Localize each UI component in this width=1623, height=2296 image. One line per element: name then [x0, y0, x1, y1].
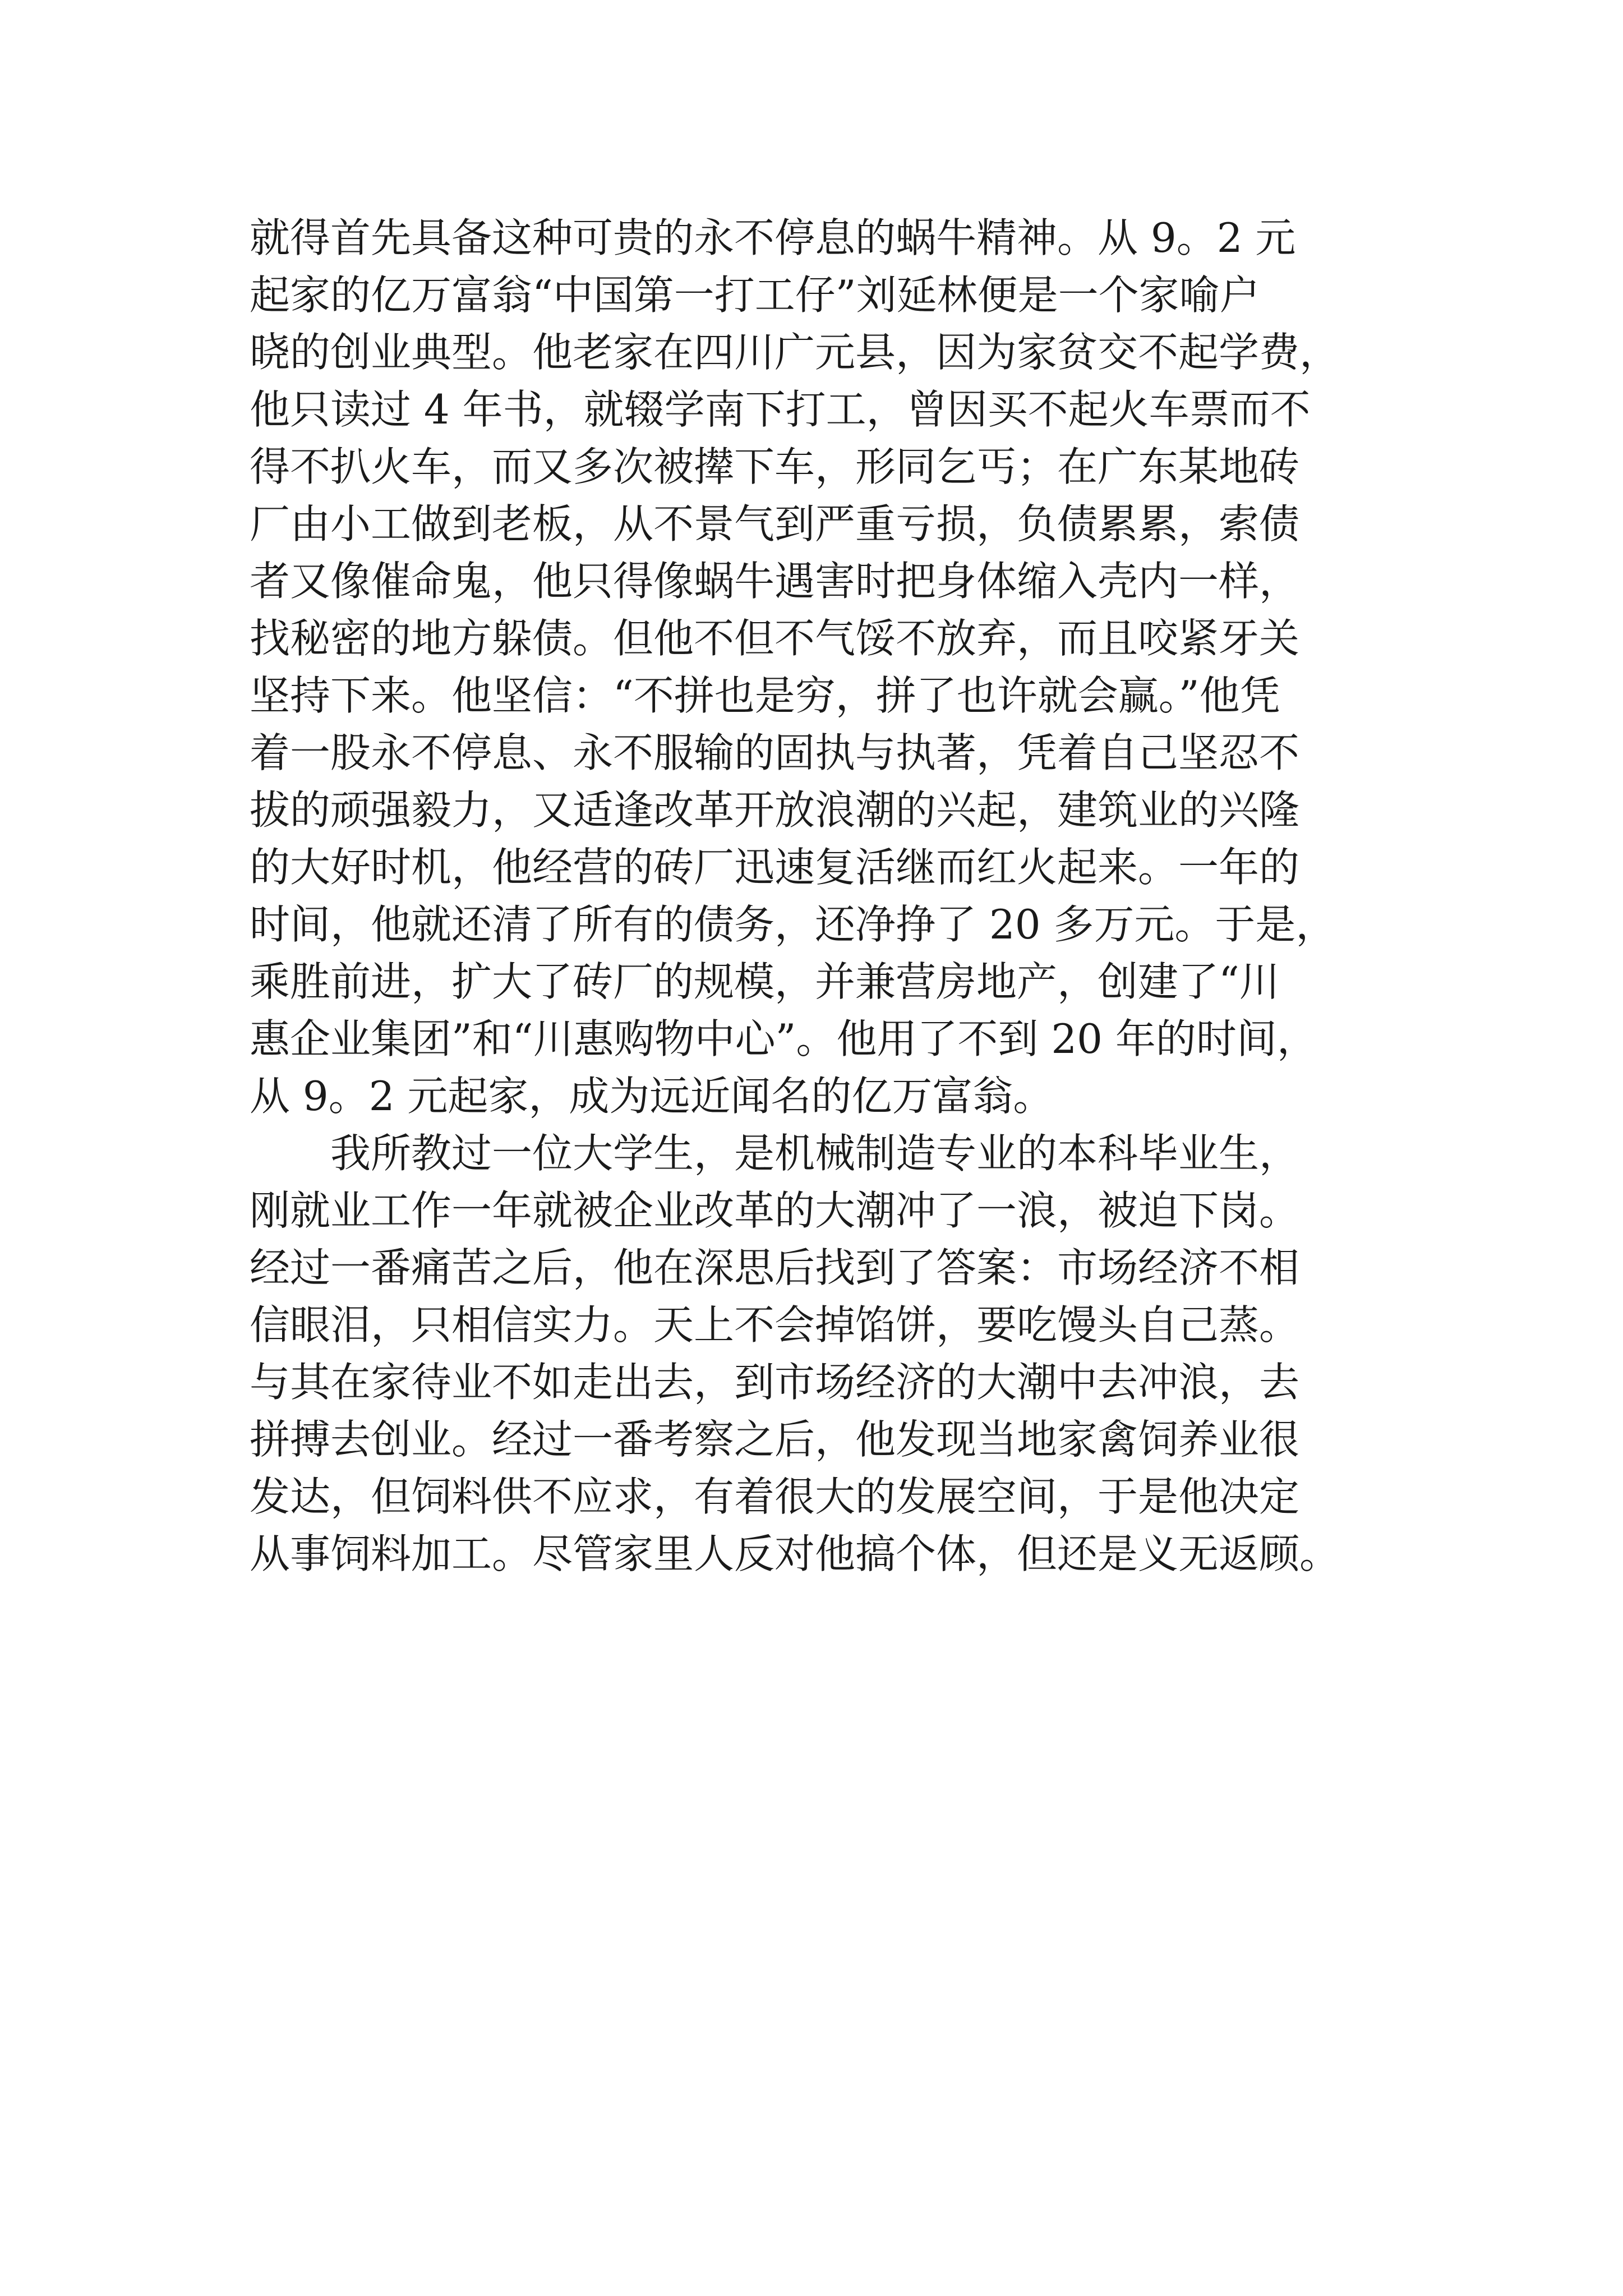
text-line: 经过一番痛苦之后，他在深思后找到了答案：市场经济不相	[250, 1244, 1300, 1291]
text-line: 从 9。2 元起家，成为远近闻名的亿万富翁。	[250, 1073, 1054, 1120]
text-line: 者又像催命鬼，他只得像蜗牛遇害时把身体缩入壳内一样，	[250, 558, 1300, 605]
text-line: 的大好时机，他经营的砖厂迅速复活继而红火起来。一年的	[250, 844, 1300, 891]
text-line: 时间，他就还清了所有的债务，还净挣了 20 多万元。于是，	[250, 901, 1336, 948]
body-text	[250, 209, 1388, 1582]
text-line: 惠企业集团”和“川惠购物中心”。他用了不到 20 年的时间，	[250, 1015, 1317, 1062]
text-line: 晓的创业典型。他老家在四川广元县，因为家贫交不起学费，	[250, 329, 1340, 376]
text-line: 他只读过 4 年书，就辍学南下打工，曾因买不起火车票而不	[250, 386, 1311, 433]
text-line: 着一股永不停息、永不服输的固执与执著，凭着自己坚忍不	[250, 729, 1300, 776]
text-line: 我所教过一位大学生，是机械制造专业的本科毕业生，	[250, 1130, 1300, 1177]
text-line: 信眼泪，只相信实力。天上不会掉馅饼，要吃馒头自己蒸。	[250, 1301, 1300, 1349]
text-line: 得不扒火车，而又多次被撵下车，形同乞丐；在广东某地砖	[250, 443, 1300, 490]
text-line: 发达，但饲料供不应求，有着很大的发展空间，于是他决定	[250, 1473, 1300, 1520]
text-line: 与其在家待业不如走出去，到市场经济的大潮中去冲浪，去	[250, 1359, 1300, 1406]
text-line: 就得首先具备这种可贵的永不停息的蜗牛精神。从 9。2 元	[250, 214, 1296, 261]
text-line: 坚持下来。他坚信：“不拼也是穷，拼了也许就会赢。”他凭	[250, 672, 1280, 719]
text-line: 拔的顽强毅力，又适逢改革开放浪潮的兴起，建筑业的兴隆	[250, 786, 1300, 834]
text-line: 厂由小工做到老板，从不景气到严重亏损，负债累累，索债	[250, 500, 1300, 547]
text-line: 乘胜前进，扩大了砖厂的规模，并兼营房地产，创建了“川	[250, 958, 1280, 1005]
text-line: 起家的亿万富翁“中国第一打工仔”刘延林便是一个家喻户	[250, 272, 1260, 319]
text-line: 找秘密的地方躲债。但他不但不气馁不放弃，而且咬紧牙关	[250, 615, 1300, 662]
text-line: 从事饲料加工。尽管家里人反对他搞个体，但还是义无返顾。	[250, 1530, 1340, 1577]
text-line: 拼搏去创业。经过一番考察之后，他发现当地家禽饲养业很	[250, 1416, 1300, 1463]
text-line: 刚就业工作一年就被企业改革的大潮冲了一浪，被迫下岗。	[250, 1187, 1300, 1234]
